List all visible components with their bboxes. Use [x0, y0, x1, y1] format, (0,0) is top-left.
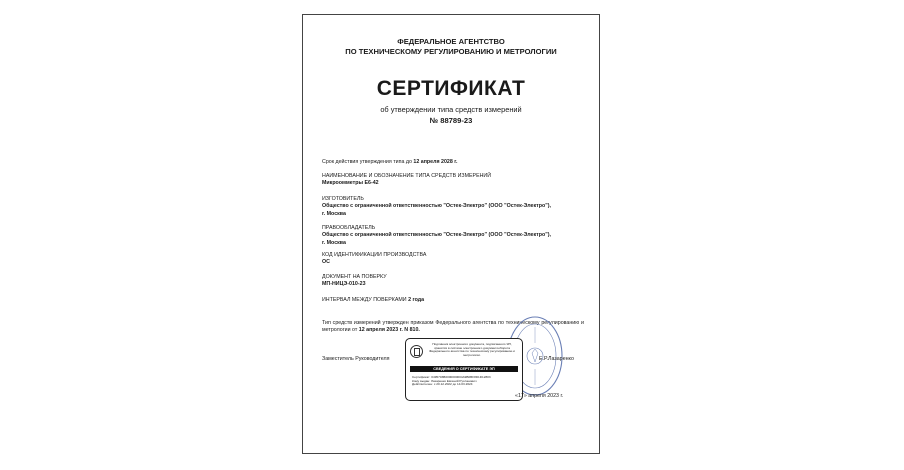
- holder-value: Общество с ограниченной ответственностью "Остек-Электро" (ООО "Остек-Электро"),: [322, 232, 551, 239]
- certificate-title: СЕРТИФИКАТ: [376, 77, 526, 100]
- signature-details: [412, 376, 518, 387]
- validity-date: 12 апреля 2028 г.: [413, 159, 458, 165]
- verification-doc-value: МП-НИЦЭ-010-23: [322, 281, 366, 288]
- signature-logo-icon: [410, 345, 423, 358]
- issue-date: «17» апреля 2023 г.: [515, 393, 564, 399]
- manufacturer-city: г. Москва: [322, 210, 346, 217]
- verification-doc-section: [322, 274, 592, 289]
- interval-value: 2 года: [408, 297, 425, 303]
- signer-name: Е.Р.Лазаренко: [539, 356, 574, 362]
- signature-owner-value: Лазаренко Евгений Русланович: [430, 378, 477, 383]
- agency-line-2: ПО ТЕХНИЧЕСКОМУ РЕГУЛИРОВАНИЮ И МЕТРОЛОГИИ: [345, 47, 557, 56]
- signature-note-line: метрологии.: [463, 353, 481, 358]
- manufacturer-value: Общество с ограниченной ответственностью "Остек-Электро" (ООО "Остек-Электро"),: [322, 203, 551, 210]
- deputy-label: Заместитель Руководителя: [322, 356, 390, 362]
- agency-header: [303, 37, 599, 57]
- signature-note-line: Подлинник электронного документа, подписанного ЭП,: [432, 342, 512, 346]
- verification-interval: [322, 297, 592, 304]
- production-code-section: [322, 252, 592, 267]
- order-text: Тип средств измерений утвержден приказом Федерального агентства по техническому регулированию и метрологии от: [322, 320, 584, 334]
- instrument-name-value: Микроомметры Е6-42: [322, 180, 379, 187]
- holder-city: г. Москва: [322, 239, 346, 246]
- validity-term: [322, 159, 592, 166]
- signature-note-line: Федерального агентства по техническому регулированию и: [429, 349, 515, 354]
- electronic-signature-box: [405, 338, 523, 401]
- instrument-name-label: НАИМЕНОВАНИЕ И ОБОЗНАЧЕНИЕ ТИПА СРЕДСТВ ИЗМЕРЕНИЙ: [322, 173, 492, 179]
- signature-valid-value: с 20.12.2022 до 14.03.2024: [433, 382, 473, 387]
- signature-cert-value: 0495703B0000000004A9B0BF8D1D12803: [431, 375, 491, 379]
- signature-cert-label: Сертификат:: [412, 375, 431, 379]
- signature-owner-label: Кому выдан:: [412, 378, 431, 383]
- validity-prefix: Срок действия утверждения типа до: [322, 159, 412, 165]
- signature-valid-label: Действителен:: [412, 382, 433, 387]
- production-code-label: КОД ИДЕНТИФИКАЦИИ ПРОИЗВОДСТВА: [322, 252, 427, 258]
- signature-header: СВЕДЕНИЯ О СЕРТИФИКАТЕ ЭП: [410, 366, 518, 372]
- order-reference: 12 апреля 2023 г. N 810.: [358, 327, 420, 334]
- manufacturer-section: [322, 196, 592, 218]
- holder-label: ПРАВООБЛАДАТЕЛЬ: [322, 225, 376, 231]
- certificate-number: № 88789-23: [429, 116, 473, 125]
- interval-label: ИНТЕРВАЛ МЕЖДУ ПОВЕРКАМИ: [322, 297, 407, 303]
- holder-section: [322, 225, 592, 247]
- signature-note-line: хранится в системе электронного документооборота: [434, 345, 510, 350]
- manufacturer-label: ИЗГОТОВИТЕЛЬ: [322, 196, 364, 202]
- instrument-name-section: [322, 173, 592, 188]
- signature-note: [426, 343, 518, 358]
- production-code-value: ОС: [322, 259, 330, 266]
- certificate-subtitle: об утверждении типа средств измерений: [380, 105, 522, 114]
- agency-line-1: ФЕДЕРАЛЬНОЕ АГЕНТСТВО: [397, 37, 505, 46]
- signature-valid-row: [412, 383, 518, 387]
- certificate-page: [302, 14, 600, 454]
- verification-doc-label: ДОКУМЕНТ НА ПОВЕРКУ: [322, 274, 387, 280]
